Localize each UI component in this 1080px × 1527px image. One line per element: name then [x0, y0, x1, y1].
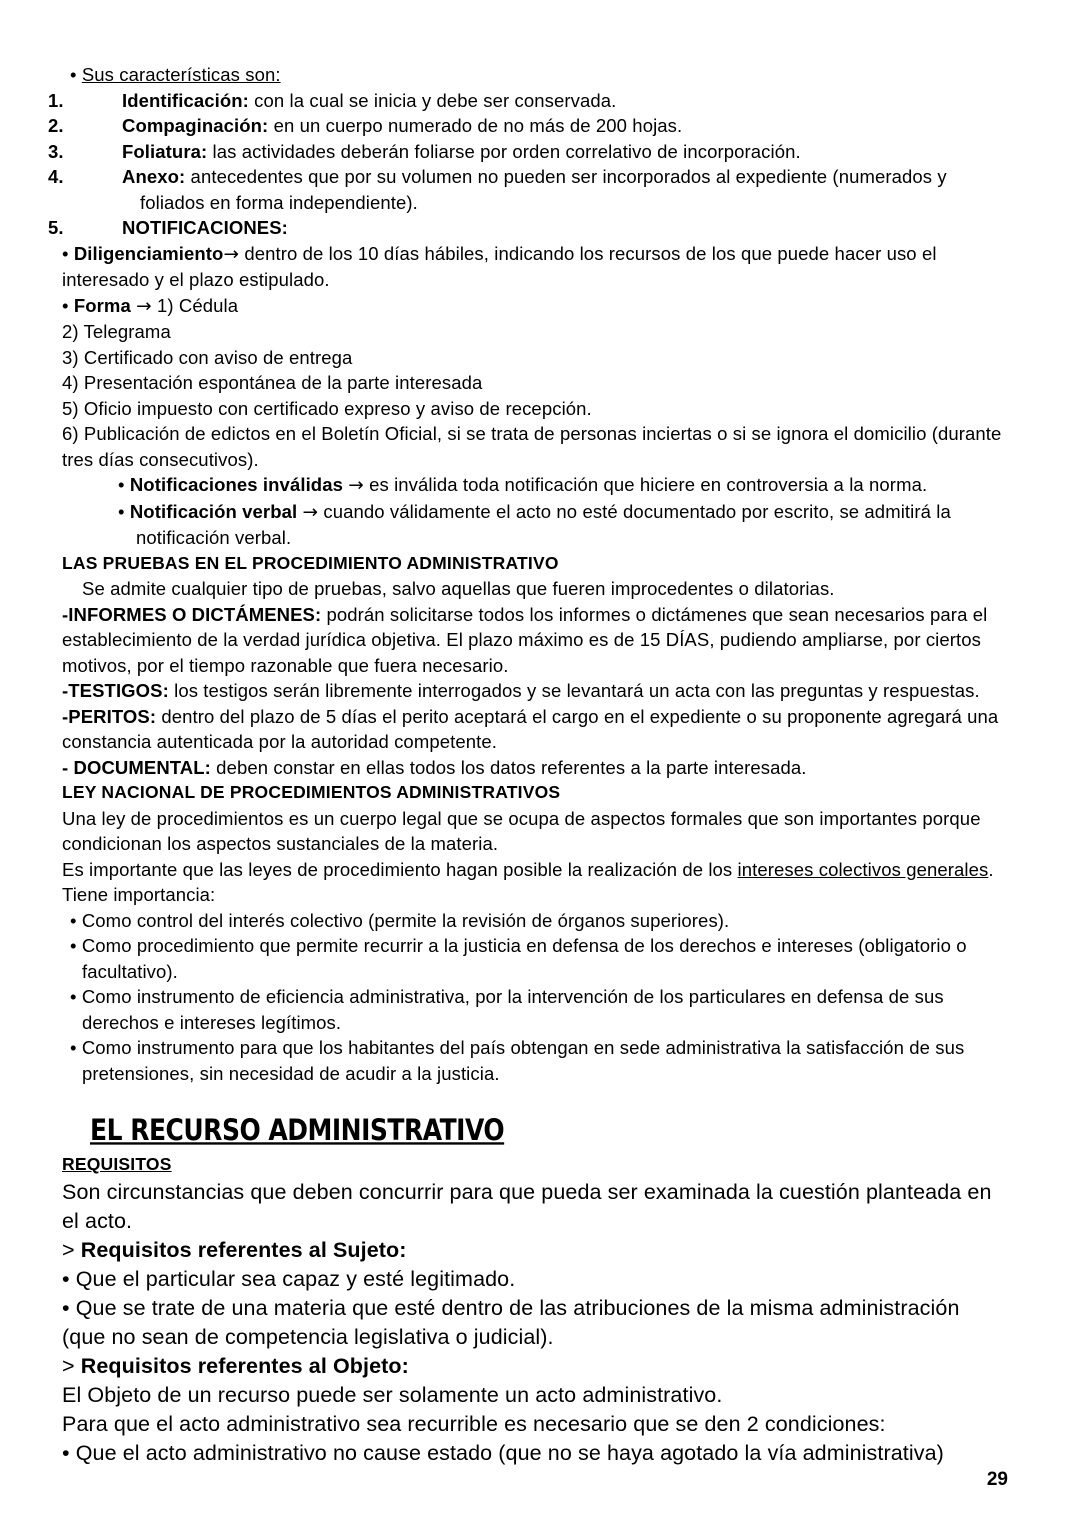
list-item	[62, 908, 1008, 934]
list-item-label: Que el particular sea capaz y esté legitimado.	[75, 1266, 516, 1291]
bullet-glyph: •	[70, 64, 82, 85]
sub-item-notificacion-verbal	[62, 499, 1008, 551]
section-heading-requisitos: REQUISITOS	[62, 1154, 172, 1174]
term-label: Notificación verbal	[129, 500, 298, 522]
list-item-label: Que se trate de una materia que esté dentro de las atribuciones de la misma administración (que no sean de competencia legislativa o judicial).	[62, 1295, 960, 1349]
list-item-label: Sus características son:	[81, 64, 281, 85]
bullet-glyph: •	[62, 1440, 76, 1465]
item-term: Compaginación:	[122, 115, 269, 136]
arrow-glyph: →	[302, 501, 319, 523]
item-number: 3.	[48, 140, 64, 162]
arrow-glyph: →	[348, 475, 364, 496]
list-item-label: Como instrumento para que los habitantes del país obtengan en sede administrativa la satisfacción de sus pretensiones, sin necesidad de acudir a la justicia.	[81, 1037, 965, 1084]
sub-item-text: cuando válidamente el acto no esté documentado por escrito, se admitirá la notificación verbal.	[136, 500, 951, 548]
subheading-sujeto	[62, 1236, 1008, 1265]
paragraph-diligenciamiento	[62, 241, 1008, 293]
paragraph-tail: .	[988, 858, 994, 880]
bullet-glyph: •	[62, 294, 74, 316]
list-item-label: Como procedimiento que permite recurrir a la justicia en defensa de los derechos e intereses (obligatorio o facultativo).	[81, 935, 967, 982]
numbered-item	[48, 88, 1008, 114]
list-item	[62, 1294, 1008, 1352]
paragraph-documental	[62, 755, 1008, 781]
bullet-glyph: •	[62, 1295, 76, 1320]
item-text: en un cuerpo numerado de no más de 200 hojas.	[268, 115, 683, 136]
list-item: 5) Oficio impuesto con certificado expreso y aviso de recepción.	[62, 397, 592, 419]
paragraph-text: deben constar en ellas todos los datos referentes a la parte interesada.	[210, 756, 807, 778]
title-container	[62, 1100, 1008, 1147]
list-item-label: Que el acto administrativo no cause estado (que no se haya agotado la vía administrativa)	[75, 1440, 944, 1465]
term-label: - DOCUMENTAL:	[62, 756, 211, 778]
item-term: Anexo:	[122, 166, 186, 187]
bullet-glyph: •	[70, 1037, 82, 1058]
item-text: con la cual se inicia y debe ser conservada.	[248, 89, 617, 111]
sub-item-text: es inválida toda notificación que hiciere en controversia a la norma.	[363, 474, 928, 495]
bullet-glyph: •	[70, 909, 82, 931]
list-item: 4) Presentación espontánea de la parte interesada	[62, 372, 483, 393]
item-number: 1.	[48, 89, 64, 111]
paragraph-testigos	[62, 678, 1008, 704]
term-label: Diligenciamiento	[73, 242, 224, 264]
list-item-label: Como instrumento de eficiencia administrativa, por la intervención de los particulares en defensa de sus derechos e intereses legítimos.	[81, 986, 944, 1033]
subheading-objeto	[62, 1352, 1008, 1381]
numbered-item	[48, 113, 1008, 139]
bullet-glyph: •	[62, 1266, 76, 1291]
section-heading-ley-nacional: LEY NACIONAL DE PROCEDIMIENTOS ADMINISTRATIVOS	[62, 782, 561, 802]
list-item	[62, 62, 1008, 88]
bullet-glyph: •	[118, 500, 130, 522]
paragraph-text: 1) Cédula	[151, 294, 239, 316]
page-title: EL RECURSO ADMINISTRATIVO	[90, 1112, 505, 1147]
paragraph-text: dentro del plazo de 5 días el perito aceptará el cargo en el expediente o su proponente agregará una constancia autenticada por la autoridad competente.	[62, 705, 999, 752]
paragraph-peritos	[62, 704, 1008, 755]
paragraph-intereses	[62, 857, 1008, 883]
numbered-item	[48, 215, 1008, 241]
bullet-glyph: •	[62, 242, 74, 264]
numbered-item	[48, 164, 1008, 215]
item-number: 2.	[48, 115, 64, 136]
term-label: -PERITOS:	[62, 705, 157, 727]
term-label: -INFORMES O DICTÁMENES:	[62, 603, 322, 625]
list-item-label: Como control del interés colectivo (permite la revisión de órganos superiores).	[81, 909, 730, 931]
list-item: 6) Publicación de edictos en el Boletín Oficial, si se trata de personas inciertas o si se ignora el domicilio (durante tres días consecutivos).	[62, 423, 1002, 470]
paragraph: Son circunstancias que deben concurrir para que pueda ser examinada la cuestión planteada en el acto.	[62, 1179, 992, 1233]
bullet-glyph: •	[70, 935, 82, 956]
bullet-glyph: •	[70, 986, 82, 1007]
numbered-item	[48, 139, 1008, 165]
paragraph-forma	[62, 293, 1008, 320]
underlined-phrase: intereses colectivos generales	[737, 858, 989, 880]
item-text: antecedentes que por su volumen no pueden ser incorporados al expediente (numerados y foliados en forma independiente).	[140, 166, 947, 213]
paragraph: El Objeto de un recurso puede ser solamente un acto administrativo.	[62, 1382, 723, 1407]
list-item: 3) Certificado con aviso de entrega	[62, 346, 353, 368]
list-item	[62, 1265, 1008, 1294]
item-term: Foliatura:	[122, 140, 208, 162]
paragraph-text: Se admite cualquier tipo de pruebas, salvo aquellas que fueren improcedentes o dilatorias.	[82, 578, 835, 599]
paragraph	[62, 576, 1008, 602]
page-number: 29	[986, 1469, 1008, 1490]
paragraph: Para que el acto administrativo sea recurrible es necesario que se den 2 condiciones:	[62, 1411, 886, 1436]
item-text: las actividades deberán foliarse por orden correlativo de incorporación.	[207, 140, 801, 162]
list-item	[62, 984, 1008, 1035]
section-heading-pruebas: LAS PRUEBAS EN EL PROCEDIMIENTO ADMINISTRATIVO	[62, 552, 559, 573]
bullet-glyph: •	[118, 474, 130, 495]
paragraph: Tiene importancia:	[62, 884, 216, 905]
term-label: Forma	[73, 294, 131, 316]
item-term: Identificación:	[122, 89, 249, 111]
list-item: 2) Telegrama	[62, 321, 171, 342]
arrow-glyph: →	[223, 243, 240, 265]
list-item	[62, 933, 1008, 984]
sub-item-notificaciones-invalidas	[62, 472, 1008, 499]
paragraph-informes	[62, 602, 1008, 679]
paragraph-text: podrán solicitarse todos los informes o dictámenes que sean necesarios para el establecimiento de la verdad jurídica objetiva. El plazo máximo es de 15 DÍAS, pudiendo ampliarse, por ciertos motivos, por el tiempo razonable que fuera necesario.	[62, 603, 988, 676]
item-number: 5.	[48, 217, 64, 238]
list-item	[62, 1035, 1008, 1086]
paragraph-text: Es importante que las leyes de procedimiento hagan posible la realización de los	[62, 858, 738, 880]
item-term: NOTIFICACIONES:	[122, 217, 288, 238]
subheading-label: Requisitos referentes al Sujeto:	[80, 1237, 407, 1262]
paragraph: Una ley de procedimientos es un cuerpo legal que se ocupa de aspectos formales que son importantes porque condicionan los aspectos sustanciales de la materia.	[62, 807, 981, 854]
term-label: Notificaciones inválidas	[129, 474, 343, 495]
subheading-label: Requisitos referentes al Objeto:	[80, 1353, 409, 1378]
paragraph-text: dentro de los 10 días hábiles, indicando los recursos de los que puede hacer uso el interesado y el plazo estipulado.	[62, 242, 937, 290]
marker-glyph: >	[62, 1353, 81, 1378]
arrow-glyph: →	[136, 295, 152, 317]
term-label: -TESTIGOS:	[62, 680, 169, 701]
item-number: 4.	[48, 166, 64, 187]
paragraph-text: los testigos serán libremente interrogados y se levantará un acta con las preguntas y respuestas.	[168, 680, 980, 701]
marker-glyph: >	[62, 1237, 81, 1262]
list-item	[62, 1439, 1008, 1468]
